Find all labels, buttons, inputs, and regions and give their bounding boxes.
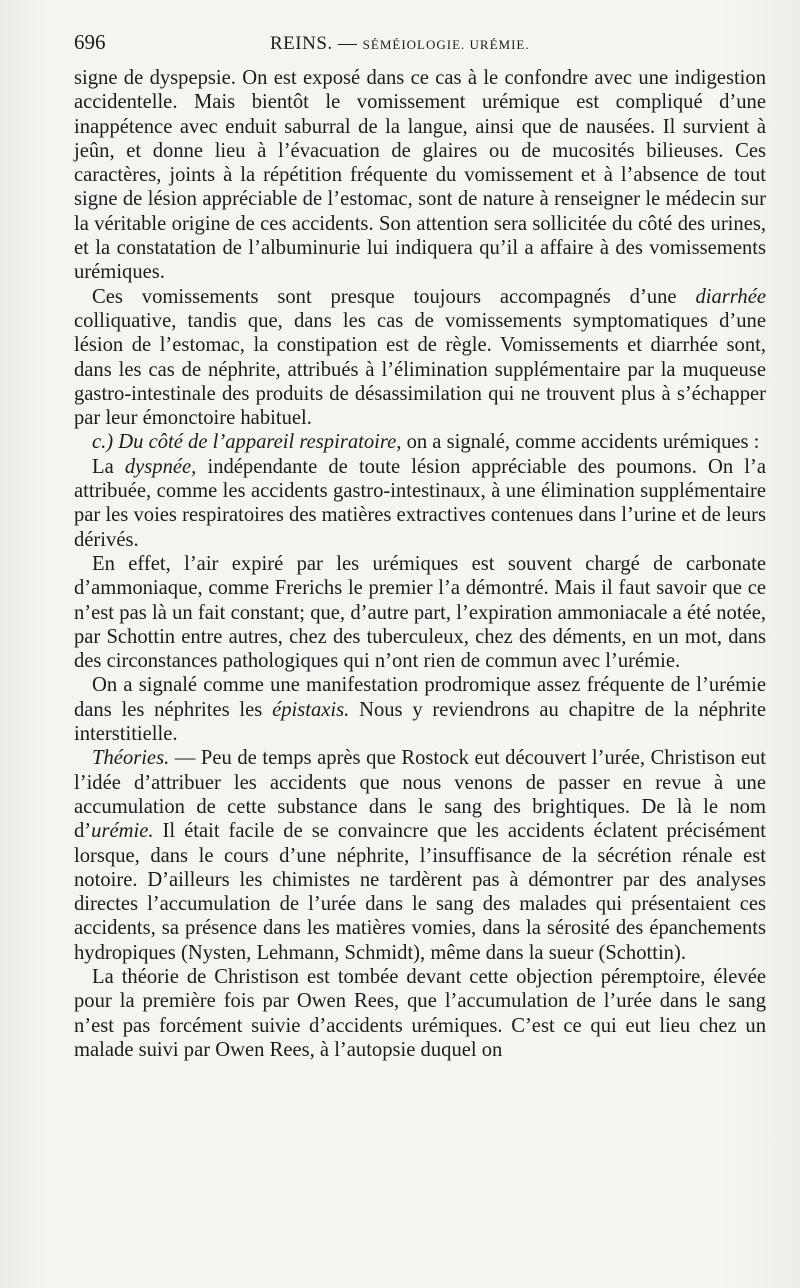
running-head-subtitle: SÉMÉIOLOGIE. URÉMIE.: [362, 37, 530, 52]
text-run: La théorie de Christison est tombée devant cette objection péremptoire, élevée pour la première fois par Owen Rees, que l’accumulation de l’urée dans le sang n’est pas forcément suivie d’accidents urémiques. C’est ce qui eut lieu chez un malade suivi par Owen Rees, à l’autopsie duquel on: [74, 965, 766, 1061]
paragraph-1: [74, 66, 766, 285]
text-run: Nous y reviendrons au chapitre de la néphrite interstitielle.: [74, 698, 766, 746]
italic-text: c.) Du côté de l’appareil respiratoire: [92, 431, 397, 454]
running-head: [270, 33, 530, 55]
page-header: [74, 30, 766, 58]
text-run: indépendante de toute lésion appréciable des poumons. On l’a attribuée, comme les accidents gastro-intestinaux, à une élimination supplémentaire par les voies respiratoires des matières extractives contenues dans l’urine et de leurs dérivés.: [74, 455, 766, 551]
text-run: On a signalé comme une manifestation prodromique assez fréquente de l’urémie dans les néphrites les: [74, 674, 766, 721]
page-body: [74, 66, 766, 1062]
italic-text: diarrhée: [695, 285, 766, 308]
text-run: En effet, l’air expiré par les urémiques est souvent chargé de carbonate d’ammoniaque, comme Frerichs le premier l’a démontré. Mais il faut savoir que ce n’est pas là un fait constant; que, d’autre part, l’expiration ammoniacale a été notée, par Schottin entre autres, chez des tuberculeux, chez des déments, en un mot, dans des circonstances pathologiques qui n’ont rien de commun avec l’urémie.: [74, 552, 766, 673]
text-run: , on a signalé, comme accidents urémiques :: [396, 431, 760, 454]
paragraph-7: [74, 746, 766, 965]
running-head-dash: —: [337, 33, 358, 54]
italic-text: Théories.: [92, 747, 170, 770]
text-run: signe de dyspepsie. On est exposé dans ce cas à le confondre avec une indigestion accidentelle. Mais bientôt le vomissement urémique est compliqué d’une inappétence avec enduit saburral de la langue, ainsi que de nausées. Il survient à jeûn, et donne lieu à l’évacuation de glaires ou de mucosités bilieuses. Ces caractères, joints à la répétition fréquente du vomissement et à l’absence de tout signe de lésion appréciable de l’estomac, sont de nature à renseigner le médecin sur la véritable origine de ces accidents. Son attention sera sollicitée du côté des urines, et la constatation de l’albuminurie lui indiquera qu’il a affaire à des vomissements urémiques.: [74, 67, 766, 284]
page-number: 696: [74, 30, 106, 54]
paragraph-4: [74, 455, 766, 552]
italic-text: urémie.: [91, 820, 154, 843]
paragraph-2: [74, 285, 766, 431]
text-run: La: [92, 455, 125, 478]
paragraph-6: [74, 673, 766, 746]
running-head-title: REINS.: [270, 33, 333, 54]
italic-text: dyspnée,: [124, 455, 197, 478]
paragraph-8: [74, 965, 766, 1062]
text-run: Il était facile de se convaincre que les accidents éclatent précisément lorsque, dans le cours d’une néphrite, l’insuffisance de la sécrétion rénale est notoire. D’ailleurs les chimistes ne tardèrent pas à démontrer par des analyses directes l’accumulation de l’urée dans le sang des malades qui présentaient ces accidents, sa présence dans les matières vomies, dans la sérosité des épanchements hydropiques (Nysten, Lehmann, Schmidt), même dans la sueur (Schottin).: [74, 820, 766, 964]
text-run: — Peu de temps après que Rostock eut découvert l’urée, Christison eut l’idée d’attribuer les accidents que nous venons de passer en revue à une accumulation de cette substance dans le sang des brightiques. De là le nom d’: [74, 747, 766, 843]
text-run: Ces vomissements sont presque toujours accompagnés d’une: [92, 285, 696, 308]
paragraph-5: [74, 552, 766, 673]
italic-text: épistaxis.: [272, 698, 350, 721]
paragraph-3: [74, 430, 766, 454]
text-run: colliquative, tandis que, dans les cas de vomissements symptomatiques d’une lésion de l’estomac, la constipation est de règle. Vomissements et diarrhée sont, dans les cas de néphrite, attribués à l’élimination supplémentaire par la muqueuse gastro-intestinale des produits de désassimilation qui ne trouvent plus à s’échapper par leur émonctoire habituel.: [74, 309, 766, 430]
